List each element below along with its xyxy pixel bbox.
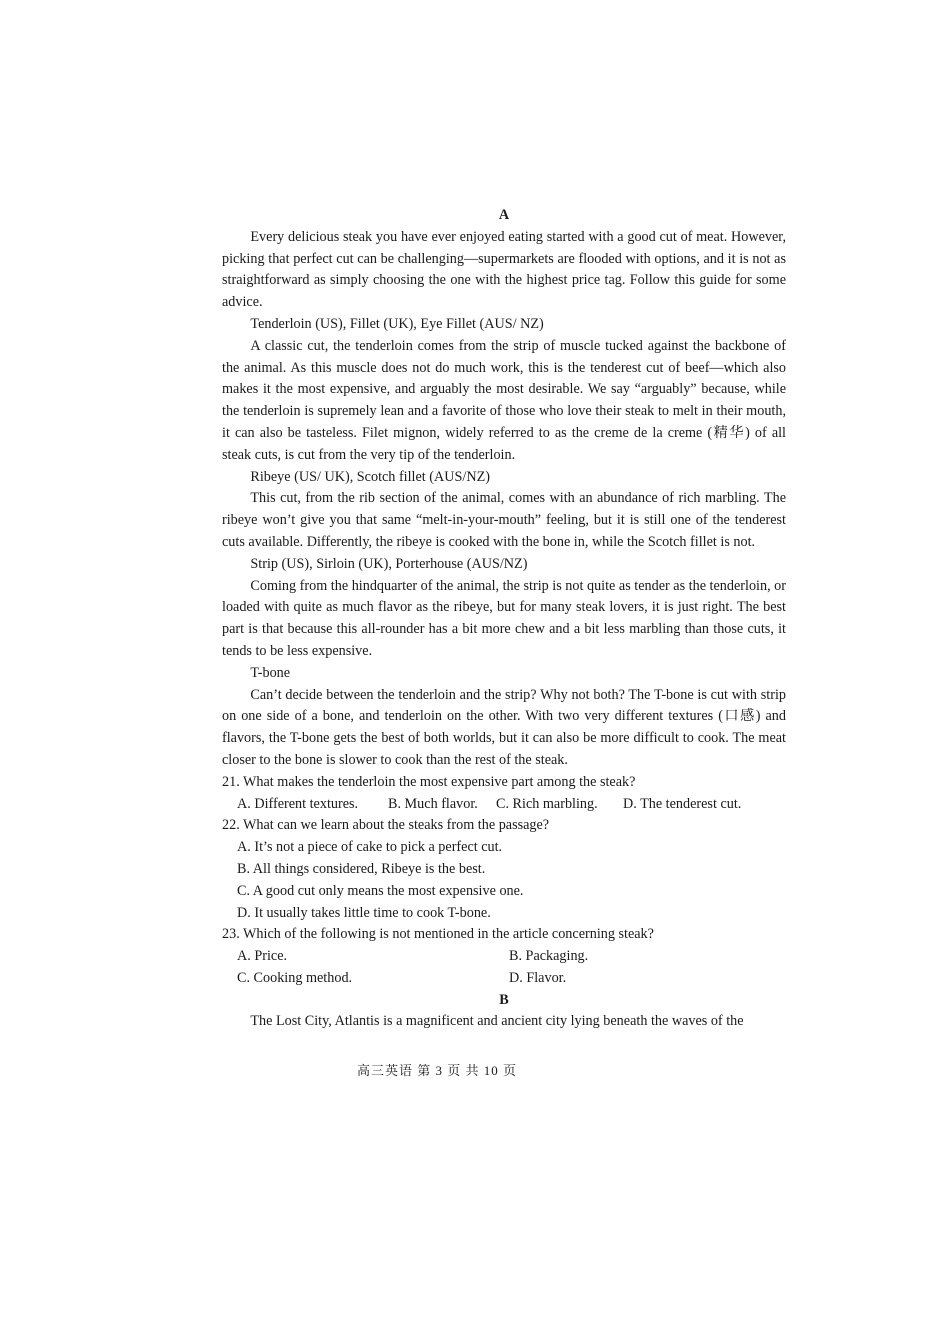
tbone-paragraph: Can’t decide between the tenderloin and the strip? Why not both? The T-bone is cut with strip on one side of a bone, and tenderloin on the other. With two very different textures (口感) and flavors, the T-bone gets the best of both worlds, but it can also be more difficult to cook. The meat closer to the bone is slower to cook than the rest of the steak. bbox=[222, 686, 786, 768]
cut-heading-tenderloin: Tenderloin (US), Fillet (UK), Eye Fillet (AUS/ NZ) bbox=[250, 315, 544, 332]
question-stem: 21. What makes the tenderloin the most expensive part among the steak? bbox=[222, 773, 636, 790]
passage-intro: Every delicious steak you have ever enjoyed eating started with a good cut of meat. However, picking that perfect cut can be challenging—supermarkets are flooded with options, and it is not as straightforward as simply choosing the one with the highest price tag. Follow this guide for some advice. bbox=[222, 228, 786, 311]
ribeye-paragraph: This cut, from the rib section of the animal, comes with an abundance of rich marbling. The ribeye won’t give you that same “melt-in-your-mouth” feeling, but it is still one of the tenderest cuts available. Differently, the ribeye is cooked with the bone in, while the Scotch fillet is not. bbox=[222, 490, 786, 550]
option-a: A. Price. bbox=[237, 948, 288, 965]
option-d: D. It usually takes little time to cook T-bone. bbox=[237, 904, 491, 921]
option-d: D. Flavor. bbox=[509, 969, 567, 986]
question-21 bbox=[222, 772, 786, 816]
cut-heading-ribeye: Ribeye (US/ UK), Scotch fillet (AUS/NZ) bbox=[250, 468, 490, 485]
strip-paragraph: Coming from the hindquarter of the animal, the strip is not quite as tender as the tenderloin, or loaded with quite as much flavor as the ribeye, but for many steak lovers, it is just right. The best part is that because this all-rounder has a bit more chew and a bit less marbling than those cuts, it tends to be less expensive. bbox=[222, 577, 786, 659]
option-b: B. Much flavor. bbox=[388, 795, 478, 812]
question-23 bbox=[222, 924, 786, 989]
question-stem: 23. Which of the following is not mentioned in the article concerning steak? bbox=[222, 926, 654, 943]
option-row bbox=[222, 968, 786, 990]
section-b-heading: B bbox=[499, 991, 509, 1008]
option-c: C. A good cut only means the most expensive one. bbox=[237, 882, 524, 899]
option-row bbox=[222, 794, 786, 816]
option-c: C. Rich marbling. bbox=[496, 795, 598, 812]
cut-heading-strip: Strip (US), Sirloin (UK), Porterhouse (AUS/NZ) bbox=[250, 555, 528, 572]
option-c: C. Cooking method. bbox=[237, 969, 353, 986]
option-row bbox=[222, 946, 786, 968]
option-a: A. It’s not a piece of cake to pick a perfect cut. bbox=[237, 839, 503, 856]
section-a-heading: A bbox=[498, 207, 510, 223]
option-b: B. Packaging. bbox=[509, 948, 589, 965]
option-d: D. The tenderest cut. bbox=[623, 795, 742, 812]
option-b: B. All things considered, Ribeye is the best. bbox=[237, 860, 486, 877]
question-22 bbox=[222, 815, 786, 924]
option-a: A. Different textures. bbox=[237, 795, 359, 812]
page-footer: 高三英语 第 3 页 共 10 页 bbox=[356, 1063, 517, 1078]
question-stem: 22. What can we learn about the steaks from the passage? bbox=[222, 817, 550, 834]
cut-heading-tbone: T-bone bbox=[250, 664, 291, 681]
tenderloin-paragraph: A classic cut, the tenderloin comes from the strip of muscle tucked against the backbone of the animal. As this muscle does not do much work, this is the tenderest cut of beef—which also makes it the most expensive, and arguably the most desirable. We say “arguably” because, while the tenderloin is supremely lean and a favorite of those who love their steak to melt in their mouth, it can also be tasteless. Filet mignon, widely referred to as the creme de la creme (精华) of all steak cuts, is cut from the very tip of the tenderloin. bbox=[222, 337, 786, 463]
page-content bbox=[222, 205, 786, 1033]
passage-b-first-line: The Lost City, Atlantis is a magnificent and ancient city lying beneath the waves of the bbox=[250, 1013, 744, 1030]
